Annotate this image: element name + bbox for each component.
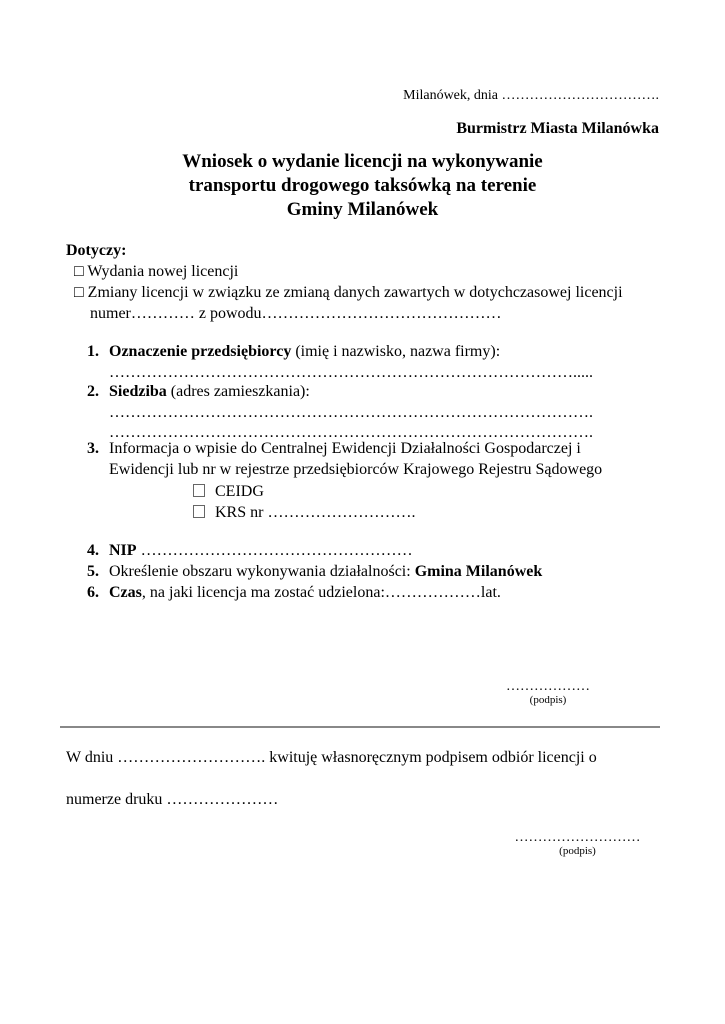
item-text: Określenie obszaru wykonywania działalności: — [109, 563, 415, 580]
ceidg-option[interactable] — [193, 481, 264, 502]
receipt-signature[interactable] — [500, 830, 655, 857]
item-hint: (imię i nazwisko, nazwa firmy): — [291, 343, 501, 360]
document-title — [0, 150, 725, 222]
signature-label: (podpis) — [559, 845, 596, 857]
item-2-address — [87, 381, 310, 402]
option-change-license[interactable]: □ Zmiany licencji w związku ze zmianą danych zawartych w dotychczasowej licencji — [74, 284, 623, 301]
receipt-line-2[interactable]: numerze druku ………………… — [66, 791, 279, 808]
title-line-2: transportu drogowego taksówką na terenie — [188, 175, 537, 196]
item-1-business-name — [87, 341, 500, 362]
item-text: Informacja o wpisie do Centralnej Ewidencji Działalności Gospodarczej i — [109, 440, 581, 457]
receipt-line-1[interactable]: W dniu ………………………. kwituję własnoręcznym podpisem odbiór licencji o — [66, 749, 597, 766]
item-4-nip — [87, 540, 413, 561]
applicant-signature[interactable] — [498, 679, 598, 706]
item-label: NIP — [109, 542, 137, 559]
item-number: 6. — [87, 584, 99, 601]
concerns-label: Dotyczy: — [66, 242, 127, 259]
signature-line[interactable]: ……………………… — [514, 830, 641, 845]
item-label: Oznaczenie przedsiębiorcy — [109, 343, 292, 360]
item-number: 1. — [87, 343, 99, 360]
signature-line[interactable]: ……………… — [506, 679, 590, 694]
area-value: Gmina Milanówek — [414, 563, 543, 580]
item-3-text-line-2: Ewidencji lub nr w rejestrze przedsiębiorców Krajowego Rejestru Sądowego — [109, 461, 603, 478]
item-number: 2. — [87, 383, 99, 400]
item-label: Czas — [109, 584, 142, 601]
addressee: Burmistrz Miasta Milanówka — [456, 120, 659, 137]
section-divider — [60, 726, 660, 728]
signature-label: (podpis) — [529, 694, 567, 706]
item-3-registry-info — [87, 438, 581, 459]
change-license-number-reason-field[interactable]: numer………… z powodu……………………………………… — [90, 305, 502, 322]
item-number: 4. — [87, 542, 99, 559]
item-hint: (adres zamieszkania): — [166, 383, 310, 400]
nip-field[interactable]: …………………………………………… — [136, 542, 413, 559]
item-number: 5. — [87, 563, 99, 580]
item-5-area — [87, 561, 542, 582]
checkbox-icon[interactable] — [193, 505, 205, 518]
ceidg-label: CEIDG — [215, 483, 264, 500]
address-field-line-1[interactable]: ………………………………………………………………………………. — [109, 404, 593, 421]
option-new-license[interactable]: □ Wydania nowej licencji — [74, 263, 239, 280]
business-name-field[interactable]: ……………………………………………………………………………..... — [109, 364, 593, 381]
item-6-duration — [87, 582, 501, 603]
item-number: 3. — [87, 440, 99, 457]
checkbox-icon[interactable] — [193, 484, 205, 497]
title-line-1: Wniosek o wydanie licencji na wykonywanie — [182, 151, 543, 172]
item-label: Siedziba — [109, 383, 167, 400]
duration-field[interactable]: , na jaki licencja ma zostać udzielona:………………lat. — [141, 584, 501, 601]
place-date-line[interactable]: Milanówek, dnia ……………………………. — [403, 88, 659, 103]
krs-option[interactable] — [193, 502, 415, 523]
title-line-3: Gminy Milanówek — [286, 199, 439, 220]
address-field-line-2[interactable]: ………………………………………………………………………………. — [109, 424, 593, 441]
krs-number-field[interactable]: KRS nr ………………………. — [215, 504, 416, 521]
